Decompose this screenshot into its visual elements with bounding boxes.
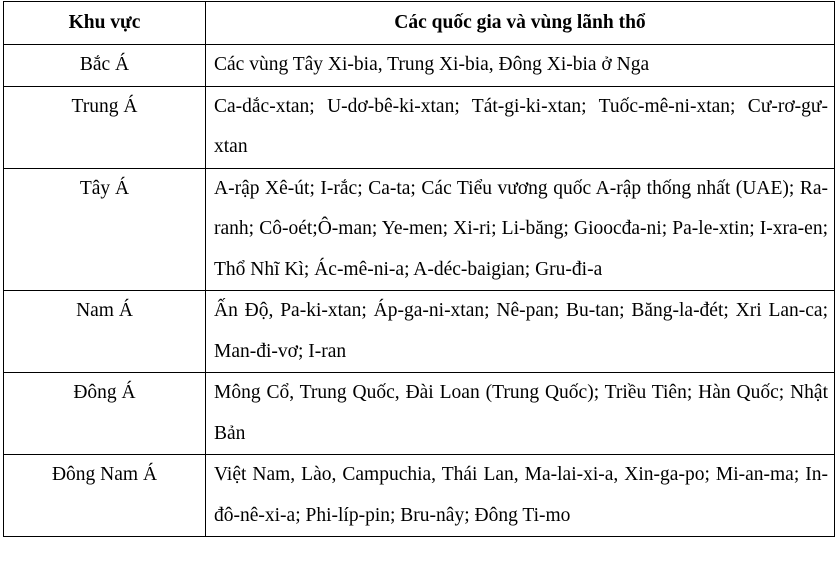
table-row	[4, 86, 835, 168]
countries-cell: Việt Nam, Lào, Campuchia, Thái Lan, Ma-lai-xi-a, Xin-ga-po; Mi-an-ma; In-đô-nê-xi-a; Phi-líp-pin; Bru-nây; Đông Ti-mo	[206, 455, 835, 537]
countries-cell: Ấn Độ, Pa-ki-xtan; Áp-ga-ni-xtan; Nê-pan; Bu-tan; Băng-la-đét; Xri Lan-ca; Man-đi-vơ; I-ran	[206, 291, 835, 373]
region-cell: Trung Á	[4, 86, 206, 168]
region-cell: Nam Á	[4, 291, 206, 373]
table-row	[4, 373, 835, 455]
region-cell: Bắc Á	[4, 45, 206, 87]
region-cell: Tây Á	[4, 168, 206, 291]
table-row	[4, 291, 835, 373]
table-row	[4, 45, 835, 87]
table-row	[4, 168, 835, 291]
countries-cell: Các vùng Tây Xi-bia, Trung Xi-bia, Đông Xi-bia ở Nga	[206, 45, 835, 87]
region-cell: Đông Á	[4, 373, 206, 455]
header-region: Khu vực	[4, 2, 206, 45]
region-cell: Đông Nam Á	[4, 455, 206, 537]
countries-cell: A-rập Xê-út; I-rắc; Ca-ta; Các Tiểu vương quốc A-rập thống nhất (UAE); Ra-ranh; Cô-oét;Ô-man; Ye-men; Xi-ri; Li-băng; Gioocđa-ni; Pa-le-xtin; I-xra-en; Thổ Nhĩ Kì; Ác-mê-ni-a; A-déc-baigian; Gru-đi-a	[206, 168, 835, 291]
header-countries: Các quốc gia và vùng lãnh thổ	[206, 2, 835, 45]
table-row	[4, 455, 835, 537]
countries-cell: Ca-dắc-xtan; U-dơ-bê-ki-xtan; Tát-gi-ki-xtan; Tuốc-mê-ni-xtan; Cư-rơ-gư-xtan	[206, 86, 835, 168]
region-table	[3, 1, 835, 537]
table-header-row	[4, 2, 835, 45]
countries-cell: Mông Cổ, Trung Quốc, Đài Loan (Trung Quốc); Triều Tiên; Hàn Quốc; Nhật Bản	[206, 373, 835, 455]
